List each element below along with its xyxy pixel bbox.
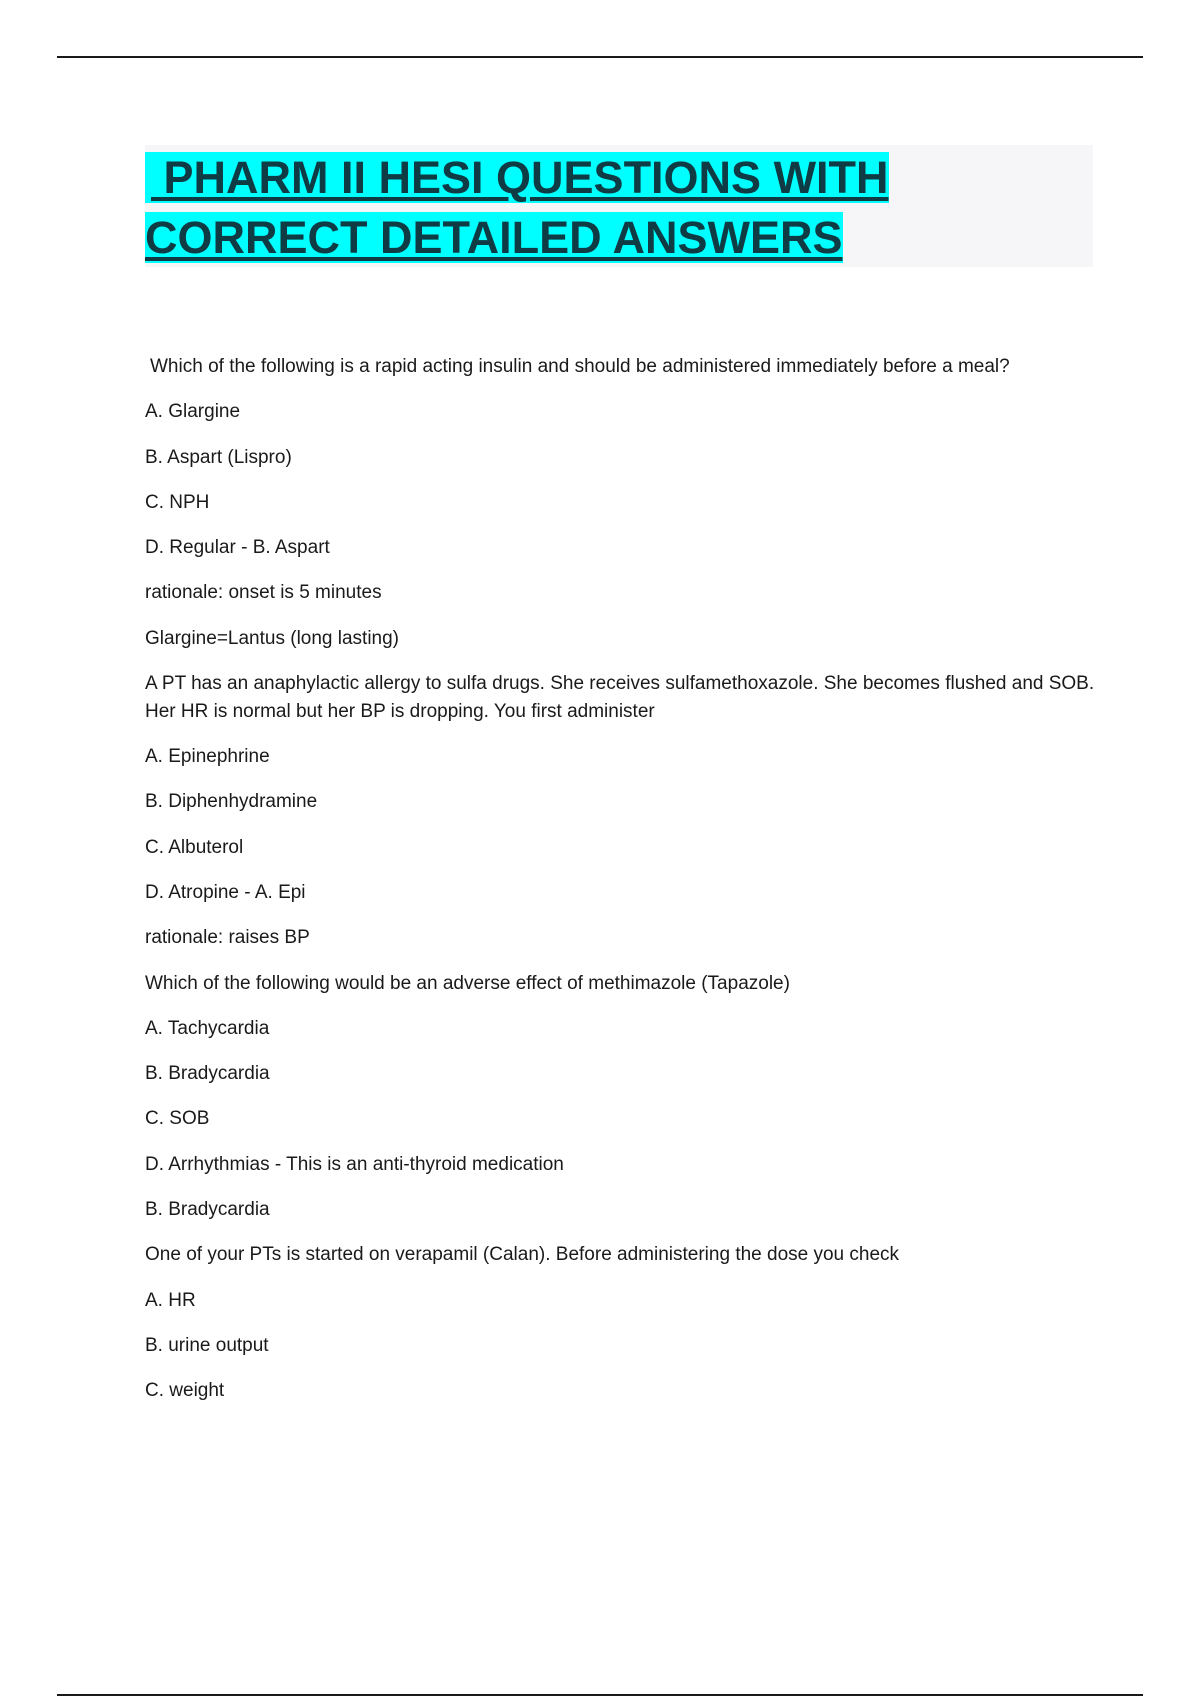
answer-option: B. Bradycardia (145, 1063, 270, 1085)
question-4-text: One of your PTs is started on verapamil (Calan). Before administering the dose you check (145, 1244, 900, 1266)
title-line-1: PHARM II HESI QUESTIONS WITH (145, 152, 889, 203)
answer-option: C. SOB (145, 1108, 210, 1130)
answer-option: C. weight (145, 1380, 225, 1402)
answer-option: B. Diphenhydramine (145, 791, 318, 813)
top-rule (57, 56, 1143, 58)
answer-option: A. Glargine (145, 401, 241, 423)
question-2-text: A PT has an anaphylactic allergy to sulfa drugs. She receives sulfamethoxazole. She becomes flushed and SOB. Her HR is normal but her BP is dropping. You first administer (145, 673, 1095, 723)
title-line-2: CORRECT DETAILED ANSWERS (145, 212, 843, 263)
answer-option: A. Epinephrine (145, 746, 270, 768)
question-1-text: Which of the following is a rapid acting insulin and should be administered immediately before a meal? (150, 356, 1010, 377)
answer-option: C. Albuterol (145, 836, 244, 858)
answer-text: B. Bradycardia (145, 1199, 270, 1221)
question-3-text: Which of the following would be an adverse effect of methimazole (Tapazole) (145, 972, 790, 994)
rationale-text: rationale: raises BP (145, 927, 310, 949)
answer-option: D. Regular - B. Aspart (145, 537, 330, 559)
answer-option: C. NPH (145, 491, 210, 513)
answer-option: D. Atropine - A. Epi (145, 881, 306, 903)
rationale-text: rationale: onset is 5 minutes (145, 582, 382, 604)
answer-option: B. Aspart (Lispro) (145, 446, 292, 468)
document-title (145, 148, 1093, 268)
answer-option: D. Arrhythmias - This is an anti-thyroid medication (145, 1153, 564, 1175)
rationale-text: Glargine=Lantus (long lasting) (145, 627, 400, 649)
answer-option: B. urine output (145, 1334, 269, 1356)
question-content (145, 353, 1095, 1423)
bottom-rule (57, 1694, 1143, 1696)
answer-option: A. Tachycardia (145, 1017, 270, 1039)
answer-option: A. HR (145, 1289, 196, 1311)
